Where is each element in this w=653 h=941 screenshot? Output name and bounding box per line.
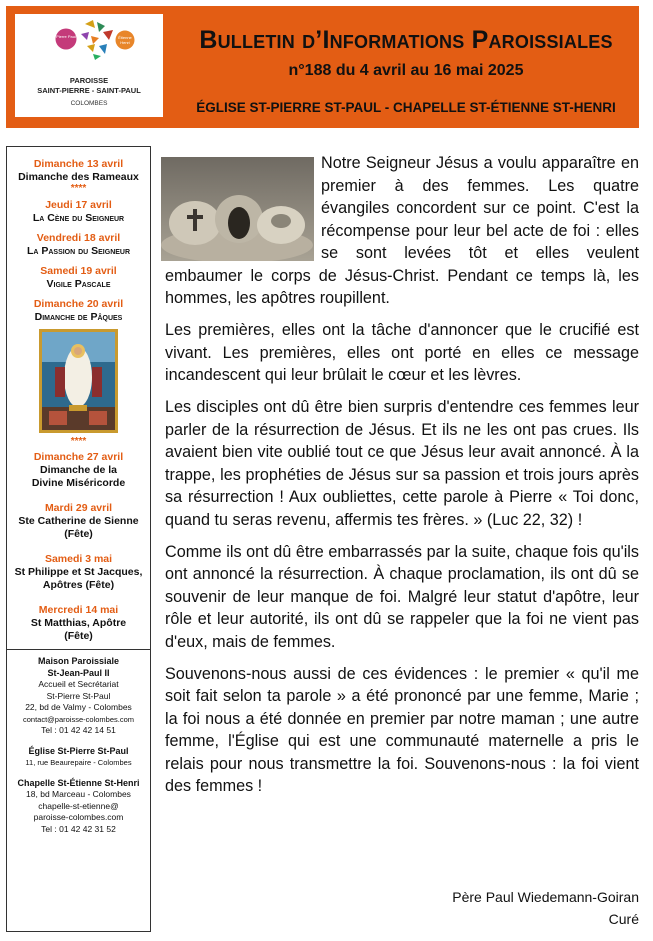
event-date: Samedi 19 avril bbox=[40, 265, 117, 277]
house-tel: Tel : 01 42 42 14 51 bbox=[41, 725, 116, 735]
event-fete: (Fête) bbox=[64, 630, 93, 642]
event-date: Vendredi 18 avril bbox=[36, 232, 121, 244]
sidebar-divider bbox=[7, 649, 150, 650]
event-name: St Philippe et St Jacques, bbox=[14, 566, 143, 578]
event-name: La Cène du Seigneur bbox=[32, 212, 125, 224]
event-name-line2: Apôtres (Fête) bbox=[42, 579, 115, 591]
chapel-title: Chapelle St-Étienne St-Henri bbox=[17, 777, 140, 788]
event-misericorde bbox=[7, 451, 150, 490]
event-name: Dimanche de la bbox=[39, 464, 118, 476]
event-name: Dimanche de Pâques bbox=[34, 311, 123, 323]
event-passion bbox=[7, 232, 150, 258]
bulletin-title: Bulletin d’Informations Paroissiales bbox=[199, 26, 613, 54]
chapel-email-line2[interactable]: paroisse-colombes.com bbox=[33, 812, 124, 822]
signature-role: Curé bbox=[608, 911, 639, 927]
event-date: Mercredi 14 mai bbox=[38, 604, 119, 616]
parish-name-line1: PAROISSE bbox=[69, 76, 109, 85]
event-cene bbox=[7, 199, 150, 225]
event-name: Dimanche des Rameaux bbox=[18, 171, 139, 183]
house-email[interactable]: contact@paroisse-colombes.com bbox=[23, 714, 134, 724]
event-paques bbox=[7, 298, 150, 324]
event-date: Dimanche 20 avril bbox=[33, 298, 124, 310]
churches-line: ÉGLISE ST-PIERRE ST-PAUL - CHAPELLE ST-ÉTIENNE ST-HENRI bbox=[196, 100, 616, 115]
parish-logo bbox=[15, 14, 163, 117]
house-title: Maison Paroissiale bbox=[37, 656, 120, 666]
article-paragraph: Les disciples ont dû être bien surpris d'entendre ces femmes leur parler de la résurrection de Jésus. Et ils ne les ont pas crues. Ils avaient bien vite oublié tout ce que Jésus leur avait annoncé. À la trappe, les prophéties de Jésus sur sa passion et trois jours après sa résurrection ! Aux oubliettes, cette parole à Pierre « Toi donc, quand tu seras revenu, affermis tes frères. » (Luc 22, 32) ! bbox=[165, 398, 639, 529]
separator-stars: **** bbox=[70, 183, 87, 194]
article-paragraph: Comme ils ont dû être embarrassés par la suite, chaque fois qu'ils ont annoncé la résurrection. À chaque proclamation, ils ont dû se souvenir de leur manque de foi. Malgré leur statut d'apôtre, leur rôle et leur autorité, ils ont dû se rappeler que la foi ne vient pas d'eux, mais de femmes. bbox=[165, 542, 639, 651]
article-paragraph: Notre Seigneur Jésus a voulu apparaître en premier à des femmes. Les quatre évangiles concordent sur ce point. C'est la récompense pour leur bel acte de foi : elles se sont levées tôt et elles veulent embaumer le corps de Jésus-Christ. Pendant ce temps là, les hommes, les apôtres roupillent. bbox=[165, 154, 639, 307]
house-subtitle: St-Jean-Paul II bbox=[47, 667, 110, 678]
event-date: Samedi 3 mai bbox=[44, 553, 113, 565]
parish-name-line2: SAINT-PIERRE - SAINT-PAUL bbox=[37, 86, 141, 95]
signature-name: Père Paul Wiedemann-Goiran bbox=[452, 889, 639, 905]
house-line1: Accueil et Secrétariat bbox=[38, 679, 119, 689]
house-line2: St-Pierre St-Paul bbox=[46, 690, 111, 701]
bulletin-header bbox=[6, 6, 639, 128]
chapel-address: 18, bd Marceau - Colombes bbox=[26, 789, 131, 799]
event-date: Mardi 29 avril bbox=[44, 502, 113, 514]
resurrection-icon bbox=[39, 329, 118, 433]
event-rameaux bbox=[7, 158, 150, 184]
article-body bbox=[165, 152, 639, 807]
event-vigile bbox=[7, 265, 150, 291]
church-address: 11, rue Beaurepaire - Colombes bbox=[25, 758, 132, 767]
chapel-tel: Tel : 01 42 42 31 52 bbox=[41, 823, 116, 834]
event-date: Dimanche 13 avril bbox=[33, 158, 124, 170]
event-name: La Passion du Seigneur bbox=[26, 245, 131, 257]
separator-stars: **** bbox=[70, 436, 87, 447]
chapel-email-line1[interactable]: chapelle-st-etienne@ bbox=[38, 800, 119, 811]
contact-block bbox=[7, 656, 150, 835]
event-date: Dimanche 27 avril bbox=[33, 451, 124, 463]
article-paragraph: Les premières, elles ont la tâche d'annoncer que le crucifié est vivant. Les premières, elles ont porté en elles ce message incandescent qui leur brûlait le cœur et les lèvres. bbox=[165, 321, 639, 384]
signature bbox=[452, 886, 639, 930]
right-badge-text: Étienne Henri bbox=[118, 35, 132, 45]
event-date: Jeudi 17 avril bbox=[45, 199, 112, 211]
event-catherine bbox=[7, 502, 150, 541]
event-fete: (Fête) bbox=[64, 528, 93, 540]
church-title: Église St-Pierre St-Paul bbox=[28, 745, 129, 756]
doves-icon bbox=[73, 18, 119, 62]
event-name-line2: Divine Miséricorde bbox=[31, 477, 126, 489]
event-name: Ste Catherine de Sienne bbox=[18, 515, 139, 527]
house-address: 22, bd de Valmy - Colombes bbox=[25, 702, 132, 712]
calendar-sidebar bbox=[6, 146, 151, 932]
event-philippe-jacques bbox=[7, 553, 150, 592]
parish-town: COLOMBES bbox=[70, 100, 108, 107]
issue-number: n°188 du 4 avril au 16 mai 2025 bbox=[288, 62, 524, 79]
event-name: St Matthias, Apôtre bbox=[30, 617, 127, 629]
article-paragraph: Souvenons-nous aussi de ces évidences : le premier « qu'il me soit fait selon ta parole » a été prononcé par une femme, Marie ; la foi nous a été donnée en premier par notre maman ; une autre femme, l'Église qui est une communauté maternelle a pris le relais pour nous transmettre la foi. Souvenons-nous : la foi vient des femmes ! bbox=[165, 664, 639, 795]
left-badge-text: Pierre Paul bbox=[56, 34, 76, 39]
event-matthias bbox=[7, 604, 150, 643]
event-name: Vigile Pascale bbox=[46, 278, 111, 290]
